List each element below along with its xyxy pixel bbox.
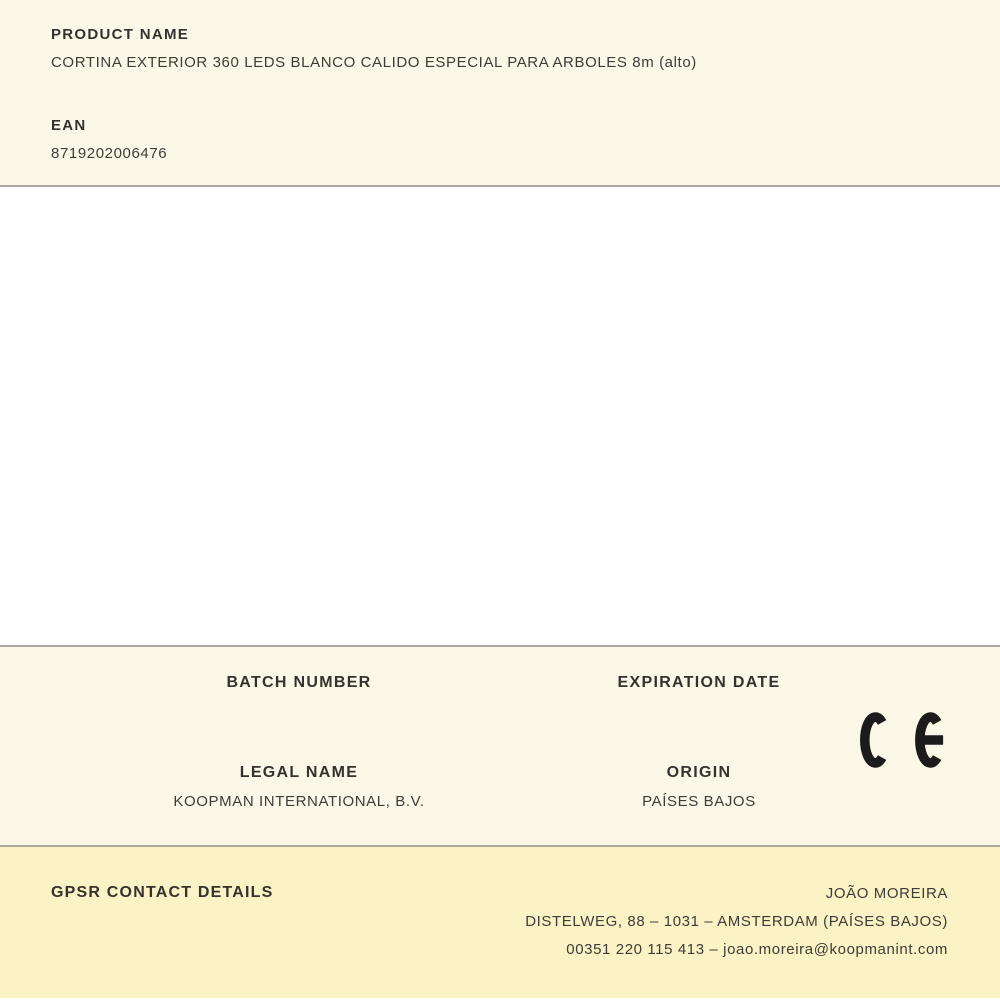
gpsr-contact-details-label: GPSR CONTACT DETAILS [51,884,274,901]
ce-mark-icon [860,711,946,769]
product-name-field [51,25,949,73]
product-name-value: CORTINA EXTERIOR 360 LEDS BLANCO CALIDO ESPECIAL PARA ARBOLES 8m (alto) [51,54,697,71]
contact-name: JOÃO MOREIRA [825,885,948,902]
gpsr-contact-section [0,847,1000,998]
product-info-section [0,0,1000,187]
ean-field [51,116,949,164]
ean-value: 8719202006476 [51,145,168,162]
batch-origin-section [0,647,1000,847]
batch-number-label: BATCH NUMBER [226,674,372,691]
batch-column [99,673,499,812]
origin-value: PAÍSES BAJOS [642,793,756,810]
empty-content-area [0,187,1000,647]
contact-phone-email: 00351 220 115 413 – joao.moreira@koopmanint.com [566,941,948,958]
ean-label: EAN [51,117,87,134]
legal-name-label: LEGAL NAME [239,764,359,781]
product-name-label: PRODUCT NAME [51,26,190,43]
expiration-column [499,673,899,812]
legal-name-value: KOOPMAN INTERNATIONAL, B.V. [173,793,425,810]
origin-label: ORIGIN [666,764,732,781]
batch-labels-row [0,673,1000,812]
contact-address: DISTELWEG, 88 – 1031 – AMSTERDAM (PAÍSES BAJOS) [525,913,948,930]
gpsr-contact-block [525,880,948,964]
expiration-date-label: EXPIRATION DATE [617,674,781,691]
